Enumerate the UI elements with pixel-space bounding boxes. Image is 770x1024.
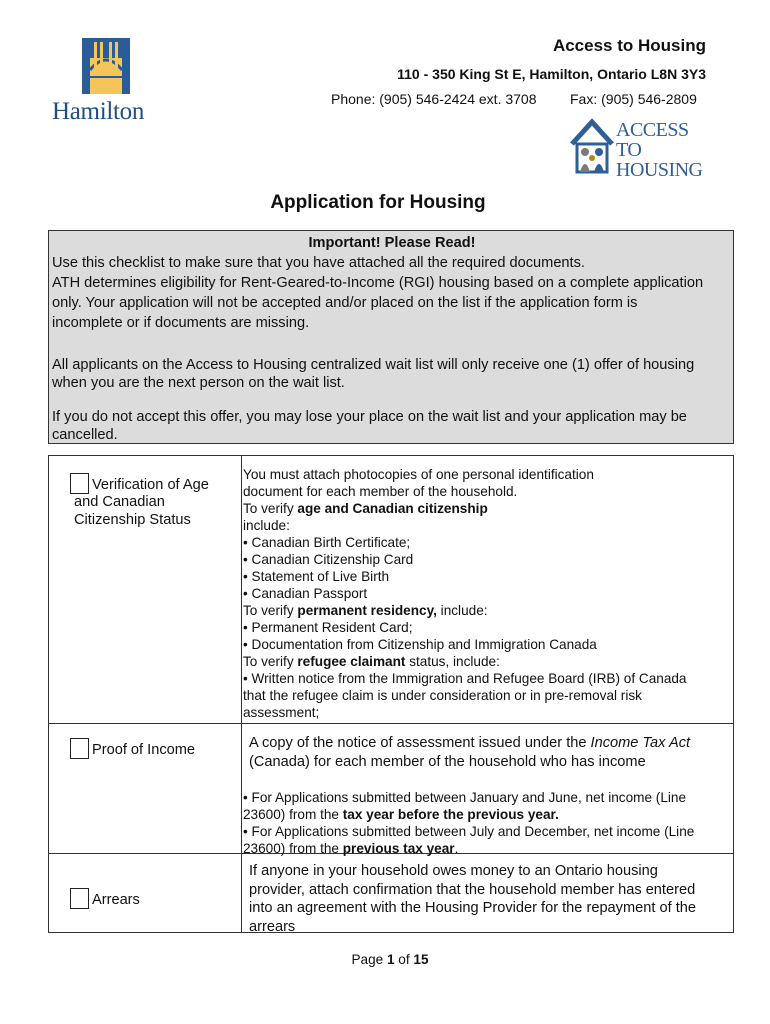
desc-line: • Canadian Citizenship Card: [243, 552, 414, 567]
notice-line: only. Your application will not be accepted and/or placed on the list if the application form is: [52, 295, 638, 311]
desc-line: 23600) from the previous tax year.: [243, 841, 459, 856]
proof-of-income-checkbox[interactable]: [70, 738, 89, 759]
desc-line: that the refugee claim is under consideration or in pre-removal risk: [243, 688, 642, 703]
important-notice: [48, 230, 734, 444]
age-citizenship-label-line-1: Verification of Age: [92, 477, 209, 493]
notice-line: If you do not accept this offer, you may lose your place on the wait list and your application may be: [52, 409, 687, 425]
notice-title: Important! Please Read!: [308, 235, 476, 251]
column-divider: [241, 456, 242, 932]
desc-line: A copy of the notice of assessment issued under the Income Tax Act: [249, 735, 691, 751]
notice-line: ATH determines eligibility for Rent-Geared-to-Income (RGI) housing based on a complete application: [52, 275, 704, 291]
desc-line: • Canadian Passport: [243, 586, 368, 601]
row-divider: [49, 723, 733, 724]
proof-of-income-label: Proof of Income: [92, 742, 196, 758]
desc-line: arrears: [249, 918, 296, 935]
notice-line: cancelled.: [52, 427, 118, 443]
hamilton-logo-text: Hamilton: [52, 98, 145, 125]
desc-line: 23600) from the tax year before the previous year.: [243, 807, 559, 822]
ath-logo-line-2: TO: [616, 139, 642, 161]
desc-line: (Canada) for each member of the household who has income: [249, 753, 646, 770]
desc-line: • Documentation from Citizenship and Immigration Canada: [243, 637, 597, 652]
arrears-checkbox[interactable]: [70, 888, 89, 909]
desc-line: If anyone in your household owes money to an Ontario housing: [249, 863, 658, 879]
desc-line: • For Applications submitted between January and June, net income (Line: [243, 790, 687, 805]
ath-logo-line-1: ACCESS: [616, 119, 689, 141]
desc-line: • Canadian Birth Certificate;: [243, 535, 411, 550]
document-checklist-table: [48, 455, 734, 933]
desc-line: document for each member of the household.: [243, 484, 518, 499]
age-citizenship-label-line-2: and Canadian: [74, 494, 165, 510]
org-fax: Fax: (905) 546-2809: [570, 91, 697, 107]
arrears-description: [249, 862, 729, 936]
desc-line: include:: [243, 518, 290, 533]
proof-of-income-details: [243, 789, 729, 857]
org-address: 110 - 350 King St E, Hamilton, Ontario L8N 3Y3: [397, 66, 706, 82]
desc-line: To verify age and Canadian citizenship: [243, 501, 488, 516]
desc-line: You must attach photocopies of one personal identification: [243, 467, 594, 482]
desc-line: • For Applications submitted between July and December, net income (Line: [243, 824, 695, 839]
desc-line: To verify refugee claimant status, include:: [243, 654, 500, 669]
desc-line: assessment;: [243, 705, 320, 720]
ath-logo-line-3: HOUSING: [616, 159, 703, 181]
house-family-icon: [568, 114, 616, 180]
desc-line: • Statement of Live Birth: [243, 569, 390, 584]
access-to-housing-logo: [568, 114, 708, 180]
desc-line: provider, attach confirmation that the household member has entered: [249, 881, 696, 898]
desc-line: • Permanent Resident Card;: [243, 620, 413, 635]
notice-line: Use this checklist to make sure that you have attached all the required documents.: [52, 255, 585, 271]
proof-of-income-description: [249, 734, 729, 771]
notice-line: incomplete or if documents are missing.: [52, 315, 310, 331]
desc-line: To verify permanent residency, include:: [243, 603, 488, 618]
arrears-label: Arrears: [92, 892, 140, 908]
org-phone: Phone: (905) 546-2424 ext. 3708: [331, 91, 537, 107]
notice-line: when you are the next person on the wait list.: [52, 375, 345, 391]
org-name: Access to Housing: [552, 36, 706, 55]
hamilton-arch-icon: [50, 36, 162, 98]
page-title: Application for Housing: [270, 192, 486, 213]
page-number: Page 1 of 15: [351, 952, 429, 967]
desc-line: into an agreement with the Housing Provider for the repayment of the: [249, 900, 696, 916]
notice-line: All applicants on the Access to Housing centralized wait list will only receive one (1) offer of housing: [52, 357, 695, 373]
age-citizenship-description: [243, 466, 729, 721]
desc-line: • Written notice from the Immigration and Refugee Board (IRB) of Canada: [243, 671, 687, 686]
age-citizenship-checkbox[interactable]: [70, 473, 89, 494]
age-citizenship-label-line-3: Citizenship Status: [74, 512, 191, 528]
hamilton-logo: [50, 36, 162, 131]
